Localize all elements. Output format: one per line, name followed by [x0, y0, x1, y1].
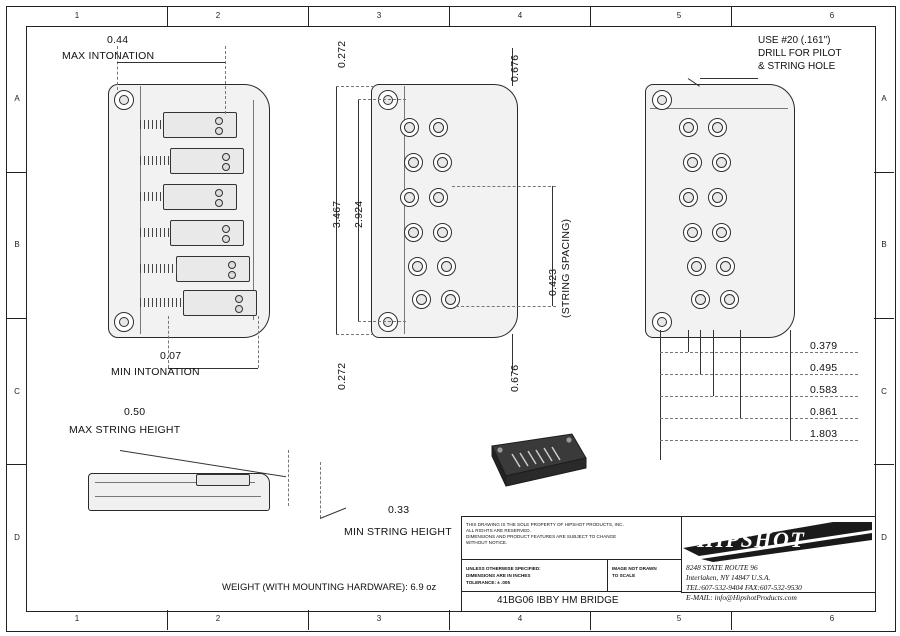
dim-max-string-height-label: MAX STRING HEIGHT — [69, 424, 181, 436]
scale-line-2: TO SCALE — [612, 573, 636, 578]
zone-label-col-3: 3 — [376, 11, 382, 20]
zone-label-row-a: A — [14, 94, 20, 103]
zone-label-col-3-bottom: 3 — [376, 614, 382, 623]
part-number: 41BG06 IBBY HM BRIDGE — [497, 595, 619, 606]
zone-label-col-4: 4 — [517, 11, 523, 20]
dim-string-spacing-label: (STRING SPACING) — [560, 218, 572, 318]
note-drill-line1: USE #20 (.161") — [758, 35, 831, 46]
legal-line-2: ALL RIGHTS ARE RESERVED. — [466, 528, 531, 533]
frame-tick — [167, 6, 168, 26]
zone-label-col-1: 1 — [74, 11, 80, 20]
frame-tick — [308, 6, 309, 26]
legal-line-1: THIS DRAWING IS THE SOLE PROPERTY OF HIPSHOT PRODUCTS, INC. — [466, 522, 624, 527]
dim-right-5: 1.803 — [810, 428, 838, 440]
frame-tick — [167, 610, 168, 630]
svg-text:HIPSHOT: HIPSHOT — [697, 527, 806, 552]
dim-top-edge: 0.676 — [509, 54, 521, 82]
dim-max-intonation-label: MAX INTONATION — [62, 50, 155, 62]
dim-min-intonation-label: MIN INTONATION — [111, 366, 200, 378]
dim-min-string-height-label: MIN STRING HEIGHT — [344, 526, 452, 538]
frame-tick — [731, 6, 732, 26]
dim-max-intonation-value: 0.44 — [107, 34, 129, 46]
zone-label-row-b-right: B — [881, 240, 887, 249]
hipshot-logo-svg — [683, 518, 872, 562]
frame-tick — [590, 6, 591, 26]
zone-label-row-a-right: A — [881, 94, 887, 103]
note-drill-line3: & STRING HOLE — [758, 61, 836, 72]
isometric-bridge-view — [476, 424, 596, 498]
address-line-1: 8248 STATE ROUTE 96 — [686, 563, 758, 572]
dim-bottom-edge: 0.676 — [509, 364, 521, 392]
zone-label-row-d-right: D — [881, 533, 887, 542]
frame-tick — [6, 464, 26, 465]
frame-tick — [6, 172, 26, 173]
zone-label-col-2-bottom: 2 — [215, 614, 221, 623]
dim-right-3: 0.583 — [810, 384, 838, 396]
zone-label-col-6: 6 — [829, 11, 835, 20]
zone-label-col-6-bottom: 6 — [829, 614, 835, 623]
dim-bottom-offset: 0.272 — [336, 362, 348, 390]
frame-tick — [308, 610, 309, 630]
dim-right-2: 0.495 — [810, 362, 838, 374]
frame-tick — [6, 318, 26, 319]
weight-note: WEIGHT (WITH MOUNTING HARDWARE): 6.9 oz — [222, 582, 437, 593]
dim-hole-spacing: 2.924 — [353, 200, 365, 228]
frame-tick — [874, 172, 894, 173]
address-line-4: E-MAIL: info@HipshotProducts.com — [686, 593, 797, 602]
spec-line-2: DIMENSIONS ARE IN INCHES — [466, 573, 531, 578]
dim-min-string-height-value: 0.33 — [388, 504, 410, 516]
scale-line-1: IMAGE NOT DRAWN — [612, 566, 657, 571]
spec-line-1: UNLESS OTHERWISE SPECIFIED: — [466, 566, 541, 571]
zone-label-row-c: C — [14, 387, 20, 396]
dim-top-offset: 0.272 — [336, 40, 348, 68]
dim-right-1: 0.379 — [810, 340, 838, 352]
zone-label-col-1-bottom: 1 — [74, 614, 80, 623]
frame-tick — [731, 610, 732, 630]
frame-tick — [590, 610, 591, 630]
note-drill-line2: DRILL FOR PILOT — [758, 48, 842, 59]
isometric-bridge-svg — [476, 424, 596, 498]
zone-label-col-2: 2 — [215, 11, 221, 20]
dim-overall-length: 3.467 — [331, 200, 343, 228]
address-line-2: Interlaken, NY 14847 U.S.A. — [686, 573, 771, 582]
frame-tick — [449, 610, 450, 630]
zone-label-col-5-bottom: 5 — [676, 614, 682, 623]
frame-tick — [874, 318, 894, 319]
spec-line-3: TOLERANCE: ± .005 — [466, 580, 511, 585]
zone-label-col-4-bottom: 4 — [517, 614, 523, 623]
zone-label-col-5: 5 — [676, 11, 682, 20]
frame-tick — [874, 464, 894, 465]
legal-line-4: WITHOUT NOTICE. — [466, 540, 508, 545]
zone-label-row-d: D — [14, 533, 20, 542]
address-line-3: TEL:607-532-9404 FAX:607-532-9530 — [686, 583, 802, 592]
zone-label-row-b: B — [14, 240, 20, 249]
frame-tick — [449, 6, 450, 26]
legal-line-3: DIMENSIONS AND PRODUCT FEATURES ARE SUBJECT TO CHANGE — [466, 534, 617, 539]
dim-string-spacing-value: 0.423 — [547, 268, 559, 296]
zone-label-row-c-right: C — [881, 387, 887, 396]
dim-right-4: 0.861 — [810, 406, 838, 418]
dim-min-intonation-value: 0.07 — [160, 350, 182, 362]
dim-max-string-height-value: 0.50 — [124, 406, 146, 418]
